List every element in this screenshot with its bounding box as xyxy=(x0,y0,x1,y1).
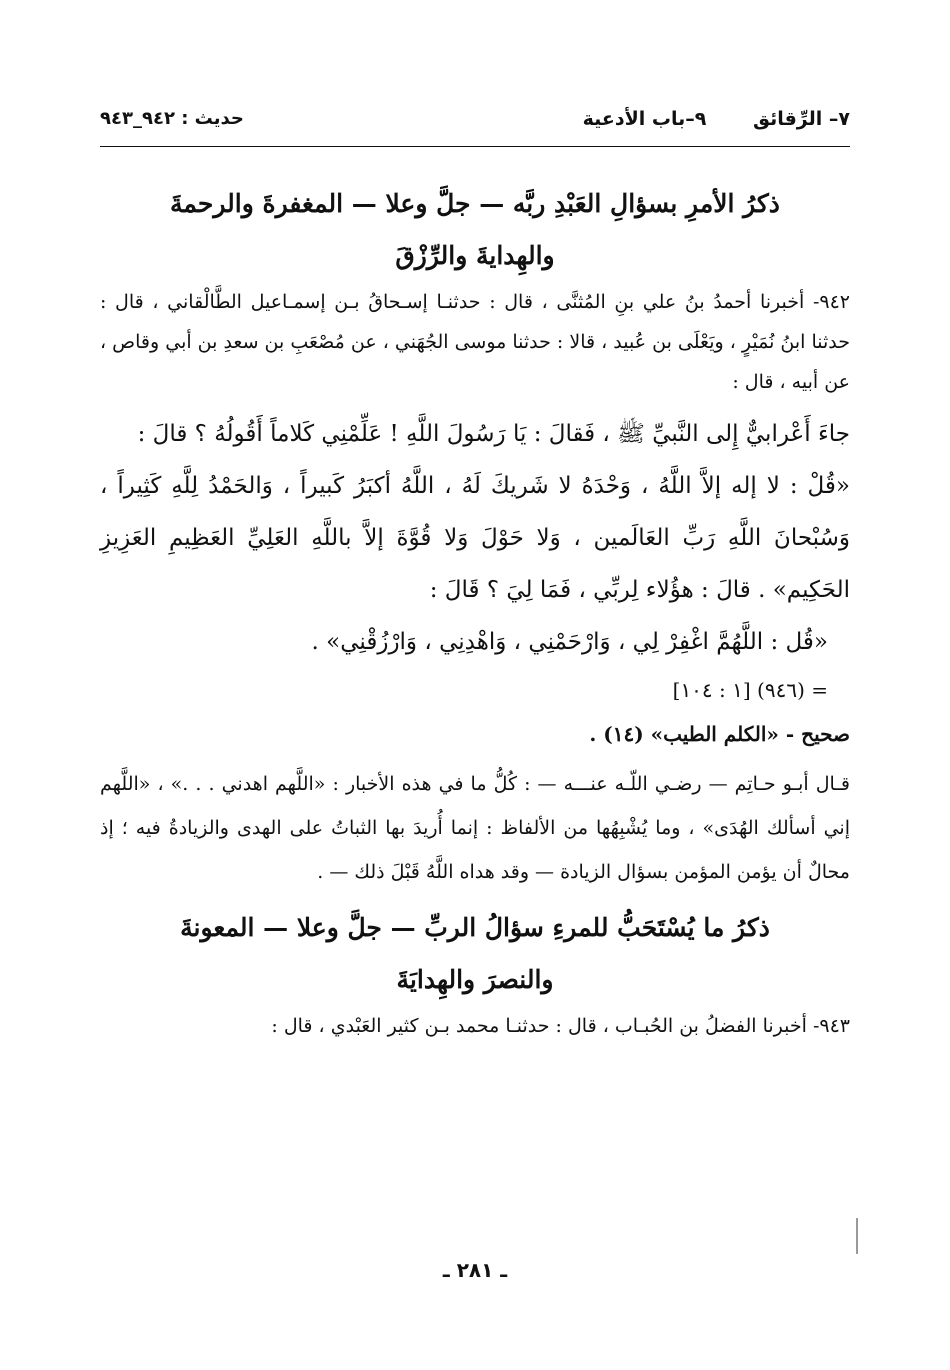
header-book: ٧– الرِّقائق xyxy=(752,108,850,130)
hadith-942-matn-3: «قُل : اللَّهُمَّ اغْفِرْ لِي ، وَارْحَمْنِي ، وَاهْدِنِي ، وَارْزُقْنِي» . xyxy=(311,629,828,655)
header-rule xyxy=(100,146,850,147)
header-hadith-range: حديث : ٩٤٢_٩٤٣ xyxy=(100,108,244,129)
hadith-942-matn-2: «قُلْ : لا إله إلاَّ اللَّهُ ، وَحْدَهُ لا شَريكَ لَهُ ، اللَّهُ أكبَرُ كَبيراً ، وَالحَمْدُ لِلَّهِ كَثِيراً ، وَسُبْحانَ اللَّهِ رَبِّ العَالَمين ، وَلا حَوْلَ وَلا قُوَّةَ إلاَّ باللَّهِ العَلِيِّ العَظِيمِ العَزِيزِ الحَكِيم» . قالَ : هؤُلاء لِربِّي ، فَمَا لِيَ ؟ قَالَ : xyxy=(100,473,850,603)
hadith-942-isnad: ٩٤٢- أخبرنا أحمدُ بنُ علي بنِ المُثنَّى ، قال : حدثنـا إسـحاقُ بـن إسمـاعيل الطَّالْقاني ، قال : حدثنا ابنُ نُمَيْرٍ ، ويَعْلَى بن عُبيد ، قالا : حدثنا موسى الجُهَني ، عن مُصْعَبِ بن سعدِ بن أبي وقاص ، عن أبيه ، قال : xyxy=(100,291,850,393)
page-number: ـ ٢٨١ ـ xyxy=(442,1258,508,1282)
running-header xyxy=(100,108,850,144)
section-title-2-line2: والنصرَ والهِدايَةَ xyxy=(396,965,554,994)
section-title-2-line1: ذكرُ ما يُسْتَحَبُّ للمرءِ سؤالُ الربِّ — جلَّ وعلا — المعونةَ xyxy=(180,913,770,942)
hadith-942-matn-1: جاءَ أَعْرابيٌّ إِلى النَّبيِّ ﷺ ، فَقالَ : يَا رَسُولَ اللَّهِ ! عَلِّمْنِي كَلاماً أَقُولُهُ ؟ قالَ : xyxy=(137,421,850,447)
section-title-1-line1: ذكرُ الأمرِ بسؤالِ العَبْدِ ربَّه — جلَّ وعلا — المغفرةَ والرحمةَ xyxy=(170,189,780,218)
hadith-942-grade: صحيح - «الكلم الطيب» (١٤) . xyxy=(589,722,850,746)
header-chapter: ٩–باب الأدعية xyxy=(582,108,707,130)
hadith-942-commentary: قـال أبـو حـاتِم — رضـي اللّـه عنـــه — : كُلُّ ما في هذه الأخبار : «اللَّهم اهدني . . .» ، «اللَّهم إني أسألك الهُدَى» ، وما يُشْبِهُها من الألفاظ : إنما أُريدَ بها الثباتُ على الهدى والزيادةُ فيه ؛ إذ محالٌ أن يؤمن المؤمن بسؤال الزيادة — وقد هداه اللَّهُ قَبْلَ ذلك — . xyxy=(100,773,850,883)
hadith-943-isnad: ٩٤٣- أخبرنا الفضلُ بن الحُبـاب ، قال : حدثنـا محمد بـن كثير العَبْدي ، قال : xyxy=(271,1015,850,1037)
section-title-2 xyxy=(100,902,850,1006)
section-title-1 xyxy=(100,178,850,282)
section-title-1-line2: والهِدايةَ والرِّزْقَ xyxy=(395,241,555,270)
margin-mark xyxy=(856,1218,858,1254)
header-book-chapter xyxy=(583,108,850,130)
page-body xyxy=(100,178,850,1046)
hadith-942-reference: = (٩٤٦) [١ : ١٠٤] xyxy=(672,678,828,702)
